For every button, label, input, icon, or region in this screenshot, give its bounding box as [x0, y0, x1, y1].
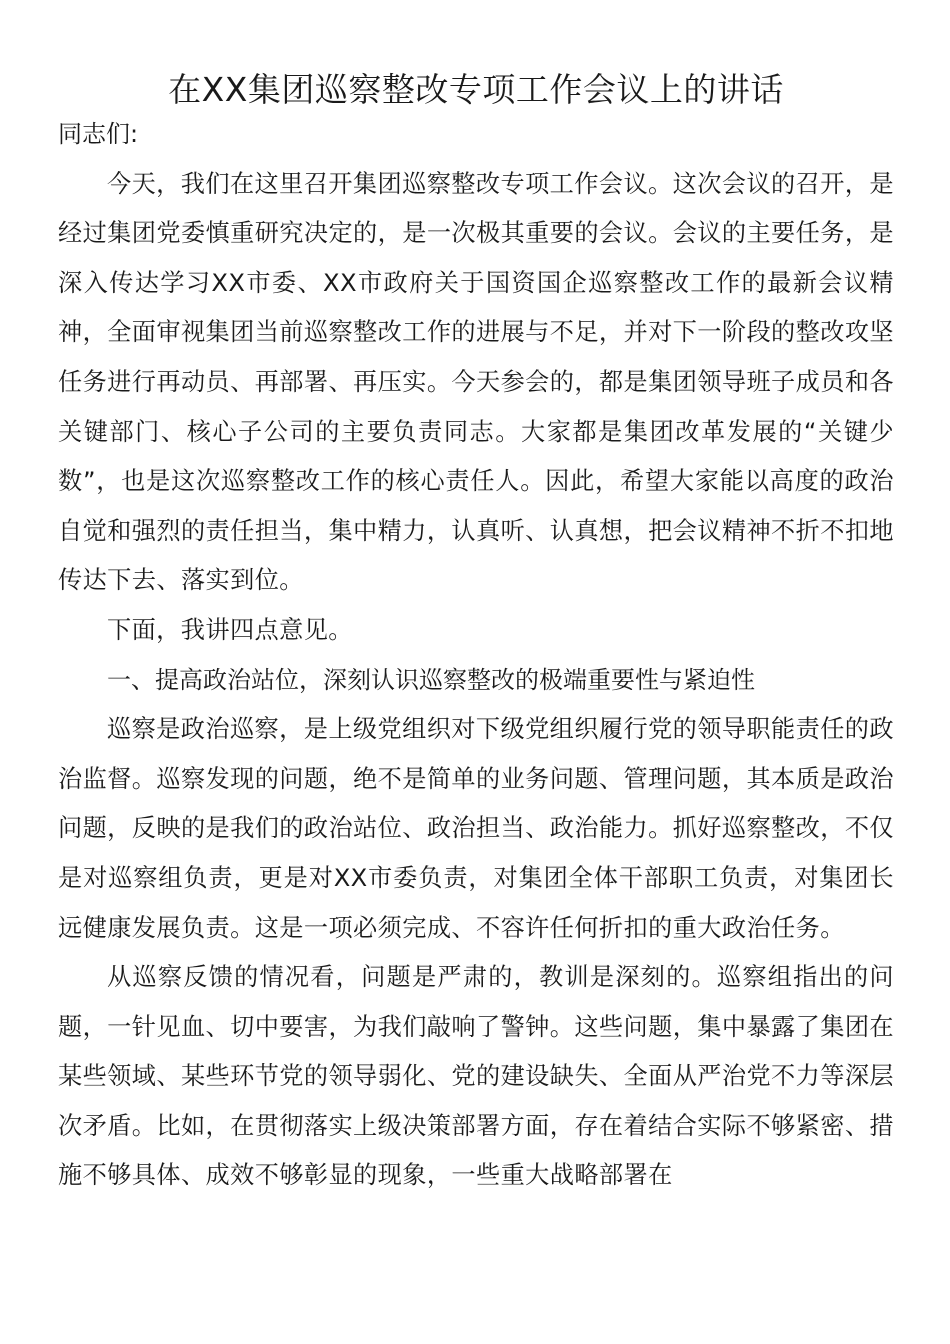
- paragraph-intro: 下面，我讲四点意见。: [107, 615, 353, 644]
- document-page: [58, 64, 894, 1201]
- section-heading-1: 一、提高政治站位，深刻认识巡察整改的极端重要性与紧迫性: [107, 665, 755, 694]
- document-title: 在XX集团巡察整改专项工作会议上的讲话: [168, 70, 784, 109]
- paragraph-opening: 今天，我们在这里召开集团巡察整改专项工作会议。这次会议的召开，是经过集团党委慎重研究决定的，是一次极其重要的会议。会议的主要任务，是深入传达学习XX市委、XX市政府关于国资国企巡察整改工作的最新会议精神，全面审视集团当前巡察整改工作的进展与不足，并对下一阶段的整改攻坚任务进行再动员、再部署、再压实。今天参会的，都是集团领导班子成员和各关键部门、核心子公司的主要负责同志。大家都是集团改革发展的“关键少数”，也是这次巡察整改工作的核心责任人。因此，希望大家能以高度的政治自觉和强烈的责任担当，集中精力，认真听、认真想，把会议精神不折不扣地传达下去、落实到位。: [58, 169, 894, 595]
- salutation: 同志们:: [58, 120, 139, 148]
- paragraph-section-1a: 巡察是政治巡察，是上级党组织对下级党组织履行党的领导职能责任的政治监督。巡察发现的问题，绝不是简单的业务问题、管理问题，其本质是政治问题，反映的是我们的政治站位、政治担当、政治能力。抓好巡察整改，不仅是对巡察组负责，更是对XX市委负责，对集团全体干部职工负责，对集团长远健康发展负责。这是一项必须完成、不容许任何折扣的重大政治任务。: [58, 715, 894, 942]
- paragraph-section-1b: 从巡察反馈的情况看，问题是严肃的，教训是深刻的。巡察组指出的问题，一针见血、切中要害，为我们敲响了警钟。这些问题，集中暴露了集团在某些领域、某些环节党的领导弱化、党的建设缺失、全面从严治党不力等深层次矛盾。比如，在贯彻落实上级决策部署方面，存在着结合实际不够紧密、措施不够具体、成效不够彰显的现象，一些重大战略部署在: [58, 963, 894, 1190]
